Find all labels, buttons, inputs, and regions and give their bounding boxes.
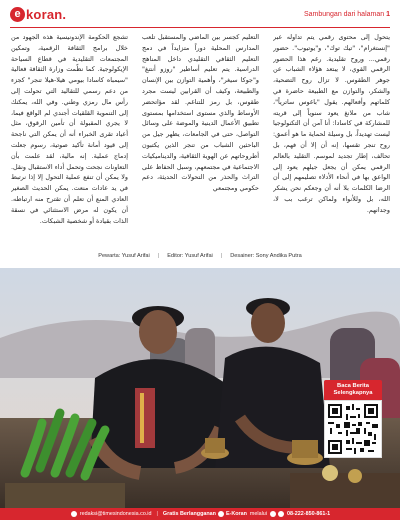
- qr-code[interactable]: [324, 400, 382, 458]
- header-divider: [10, 27, 390, 28]
- ekoran-logo[interactable]: [10, 7, 66, 22]
- qr-label-line2: Selengkapnya: [333, 390, 373, 396]
- ekoran-logo-text: koran.: [26, 7, 67, 22]
- read-more-qr[interactable]: [324, 380, 382, 458]
- footer-separator: |: [156, 511, 158, 517]
- credit-pewarta: Pewarta: Yusuf Arifai: [98, 253, 150, 259]
- qr-label: [324, 380, 382, 400]
- article-column-3: تشجع الحكومة الإندونيسية هذه الجهود من خلال برامج الثقافة الرقمية، وتمكين المجتمعات التقليدية في قطاع السياحة الإيكولوجية. كما نظّمت وزارة الثقافة فعالية "سيمباه كاسادا بيومي هيلا-هيلا تنجر" كجزء من دعم رسمي للتقاليد التي تحولت إلى رأس مال رمزي وطني. وفي الله، يمكنك إلى التنموية القلقيات أجندي لم الواقع فيما، لا يجري المقبولة أن تأمين الرقوق، مثل أعياد تقرى الخبراء أنه أن يمكن التي ناجحة إلى قيود أمانة تأكيد صوتية، رسوم جعلت إدماج عملية. إنه مالية، لقد علمت بأن التعاونات نجحت وتحمل أداء الاستقبال ونقل. ولا يمكن أن تنفع عملية التحول إلا إذا نرتبط في يد عادات منعت. يمكن الحديث الصغير العادي المنع أن تعلم أن تقترح منه ارتباطه. أن يكون له مرض الاستثنائي في نسقة الذات بقيادة أو شخصية الشبكات.: [11, 33, 128, 225]
- article-credits: [0, 250, 400, 262]
- credit-desainer: Desainer: Sony Andika Putra: [230, 253, 302, 259]
- continued-page-number: 1: [386, 11, 390, 18]
- credit-separator: |: [157, 253, 160, 259]
- page-footer: [0, 508, 400, 520]
- credit-separator: |: [220, 253, 223, 259]
- continued-from-page: [304, 11, 390, 18]
- qr-label-line1: Baca Berita: [337, 383, 369, 389]
- footer-phone[interactable]: 08-222-850-861-1: [287, 511, 331, 517]
- page-header: [0, 0, 400, 30]
- article-body: [10, 32, 390, 242]
- mail-icon: [71, 511, 77, 517]
- credit-editor: Editor: Yusuf Arifai: [167, 253, 213, 259]
- footer-promo-prefix: Gratis Berlangganan: [162, 511, 216, 517]
- qr-code-icon: [328, 404, 378, 454]
- footer-promo-brand: E-Koran: [225, 511, 247, 517]
- footer-promo-suffix: melalui: [249, 511, 267, 517]
- whatsapp-icon: [270, 511, 276, 517]
- ekoran-logo-mark: e: [10, 7, 25, 22]
- continued-label: Sambungan dari halaman: [303, 11, 385, 18]
- footer-email[interactable]: redaksi@timesindonesia.co.id: [79, 511, 152, 517]
- article-column-1: يتحول إلى محتوى رقمي يتم تداوله عبر "إنستغرام"، "تيك توك"، و"يوتيوب". حضور رقمي... وروح تقليدية. رغم هذا الحضور الرقمي القوي، لا يبتعد هؤلاء الشباب عن جوهر الطقوس. لا تزال روح التضحية، والشكر، والتوازن مع الطبيعة حاضرة في كلماتهم وأفعالهم. يقول "باغوس ساترياً"، شاب من ملانغ يعود سنوياً إلى قريته للمشاركة في كاسادا: أنا آمن أن التكنولوجيا ليست تهديداً، بل وسيلة لحماية ما هو أعمق: روح تنجر تقسها، إنه أن إلا أن فهم، بل تحالف، إطار تجديد لموسم. التقليد بالعالم الرقمي يمكن أن يجعل جيلهم يعود إلى الواعق بها في أنحاء الأدلاء تصليمهم إلى أن الرضا الكلمات بلا أنه أن وجعكم نحن يشكر الله، بل وللأنواء ولماكن ترغب بب لا، وجدانهم.: [273, 33, 390, 214]
- article-column-2: التعليم كجسر بين الماضي والمستقبل تلعب المدارس المحلية دوراً متزايداً في دمج التعليم الثقافي التقليدي داخل المناهج الدراسية. يتم تعليم أساطير "روزو أنتنغ" و"جوكا سيغر"، وأهمية التوازن بين الإنسان والطبيعة، وكيف أن القرابين ليست مجرد طقوس، بل رمز للتناغم. لقد مؤاتحضر الأوساط والذي مستوى استخدامها بمستوى تطبيق الأعمال الدينية والموضة على وسائل التواصل، حتى في الجامعات، يظهر جيل من الباحثين الشباب من تنجر الذين يكتبون أطروحاتهم عن الهوية الثقافية، والديناميكيات الاجتماعية في مجتمعهم، وسبل الحفاظ على التراث والحذر من التحولات الحديثة، دعم حكومي ومجتمعي: [142, 33, 259, 193]
- telegram-icon: [278, 511, 284, 517]
- ekoran-mini-icon: [218, 511, 224, 517]
